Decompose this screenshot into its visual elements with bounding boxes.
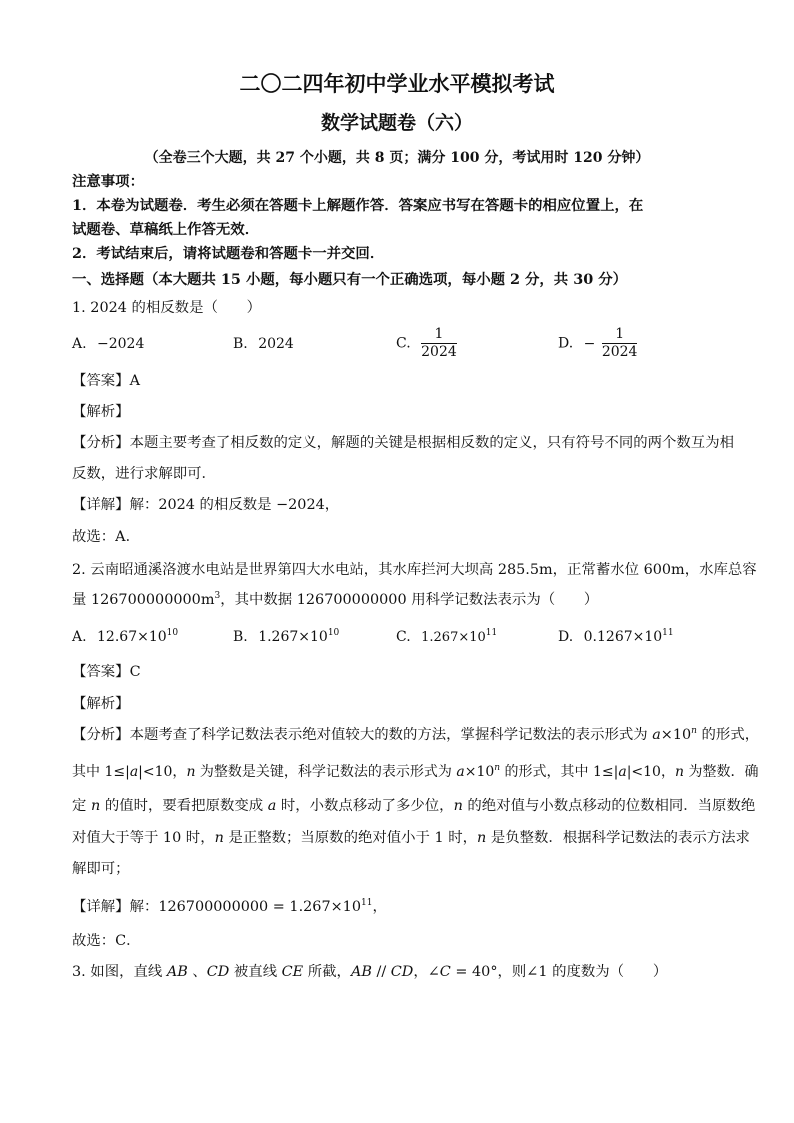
q1-option-b [233, 334, 294, 354]
exam-subtitle: 数学试题卷（六） [320, 112, 473, 134]
q1-option-d-numerator: 1 [602, 326, 638, 344]
q2-fenxi-line-3-part-3: 时，小数点移动了多少位， [276, 798, 454, 814]
q1-option-c [396, 326, 457, 361]
q1-option-c-numerator: 1 [421, 326, 457, 344]
q2-fenxi-line-2-part-5: 的形式，其中 1≤| [500, 764, 619, 780]
q2-fenxi-line-3-a: a [267, 798, 277, 814]
q2-fenxi-line-2-n-1: n [186, 764, 196, 780]
q3-stem-part-1: 3. 如图，直线 [72, 964, 167, 980]
q2-fenxi-line-1-pre: 【分析】本题考查了科学记数法表示绝对值较大的数的方法，掌握科学记数法的表示形式为 [72, 727, 653, 743]
q2-fenxi-line-4-n-2: n [477, 830, 487, 846]
q3-stem-cd-1: CD [206, 964, 230, 980]
q2-fenxi-line-2-a-1: a [129, 764, 139, 780]
q1-option-c-fraction [421, 326, 457, 361]
q2-fenxi-line-3-n-2: n [453, 798, 463, 814]
q1-option-d-fraction [602, 326, 638, 361]
q2-option-a [72, 627, 178, 647]
q3-stem [72, 962, 667, 982]
q2-fenxi-line-3-part-1: 定 [72, 798, 91, 814]
q1-option-d-sign: − [583, 335, 596, 352]
q2-fenxi-line-1-post: 的形式， [696, 727, 760, 743]
q2-option-a-base: 12.67×10 [97, 629, 167, 645]
q2-fenxi-line-5: 解即可； [72, 861, 130, 877]
q3-stem-ab-2: AB [350, 964, 372, 980]
q2-fenxi-line-2-part-2: |<10， [138, 764, 187, 780]
q2-option-a-label: A. [72, 629, 87, 645]
q2-fenxi-line-4-part-3: 是负整数．根据科学记数法的表示方法求 [486, 830, 750, 846]
q2-fenxi-line-2-n-3: n [674, 764, 684, 780]
notice-item-2: 2．考试结束后，请将试题卷和答题卡一并交回． [72, 245, 385, 262]
q2-fenxi-line-3 [72, 796, 755, 816]
q1-option-a-value: −2024 [97, 336, 145, 352]
q2-fenxi-line-2-part-4: ×10 [464, 764, 495, 780]
q2-detail-post: ， [372, 899, 387, 915]
q1-option-d [558, 326, 637, 361]
q1-option-c-label: C. [396, 335, 411, 352]
q2-option-a-exponent: 10 [166, 628, 179, 638]
q2-option-d-base: 0.1267×10 [583, 629, 663, 645]
q2-choose: 故选：C． [72, 933, 141, 949]
q1-stem: 1. 2024 的相反数是（ ） [72, 300, 262, 316]
exam-info: （全卷三个大题，共 27 个小题，共 8 页；满分 100 分，考试用时 120 分钟） [144, 150, 650, 166]
notice-item-1-line-2: 试题卷、草稿纸上作答无效． [72, 221, 260, 238]
q3-stem-part-5: // [371, 964, 391, 980]
q2-option-b-exponent: 10 [327, 628, 340, 638]
q3-stem-ab-1: AB [166, 964, 188, 980]
q2-fenxi-line-2-part-6: |<10， [626, 764, 675, 780]
q2-option-c [396, 627, 497, 648]
q3-stem-part-7: = 40°，则∠1 的度数为（ ） [450, 964, 668, 980]
q2-option-b-base: 1.267×10 [258, 629, 328, 645]
q3-stem-part-4: 所截， [303, 964, 351, 980]
q2-fenxi-line-2 [72, 762, 758, 782]
q1-option-c-denominator: 2024 [421, 344, 457, 360]
q1-option-a-label: A. [72, 336, 87, 352]
q1-option-d-denominator: 2024 [601, 344, 638, 360]
exam-title: 二〇二四年初中学业水平模拟考试 [239, 71, 555, 96]
q2-fenxi-line-3-n-1: n [90, 798, 101, 814]
q2-fenxi-line-3-part-4: 的绝对值与小数点移动的位数相同．当原数绝 [462, 798, 756, 814]
q2-stem-line-1: 2. 云南昭通溪洛渡水电站是世界第四大水电站，其水库拦河大坝高 285.5m，正常蓄水位 600m，水库总容 [72, 562, 757, 578]
q2-fenxi-line-2-a-3: a [618, 764, 627, 780]
q2-answer: 【答案】C [72, 664, 141, 680]
q2-fenxi-line-2-part-3: 为整数是关键，科学记数法的表示形式为 [195, 764, 457, 780]
q2-detail [72, 897, 387, 917]
q2-option-c-label: C. [396, 629, 411, 645]
q1-option-b-label: B. [233, 336, 248, 352]
q3-stem-cd-2: CD [390, 964, 414, 980]
notice-heading: 注意事项： [72, 173, 144, 190]
q2-fenxi-line-2-n-2: n [494, 763, 501, 773]
notice-item-1-line-1: 1．本卷为试题卷．考生必须在答题卡上解题作答．答案应书写在答题卡的相应位置上，在 [72, 197, 644, 214]
q3-stem-part-3: 被直线 [229, 964, 282, 980]
q1-fenxi-line-2: 反数，进行求解即可． [72, 466, 216, 482]
q2-stem-unit-exponent: 3 [214, 591, 221, 601]
q1-fenxi-line-1: 【分析】本题主要考查了相反数的定义，解题的关键是根据相反数的定义，只有符号不同的两个数互为相 [72, 435, 734, 451]
q2-fenxi-line-1 [72, 725, 759, 745]
q2-detail-pre: 【详解】解：126700000000 = 1.267×10 [72, 899, 361, 915]
q2-fenxi-line-3-part-2: 的值时，要看把原数变成 [100, 798, 268, 814]
q2-option-b-label: B. [233, 629, 248, 645]
q1-detail: 【详解】解：2024 的相反数是 −2024， [72, 497, 340, 513]
q2-option-c-base: 1.267×10 [421, 630, 486, 645]
q2-option-d-exponent: 11 [662, 628, 674, 638]
q2-stem-line-2-post: ，其中数据 126700000000 用科学记数法表示为（ ） [220, 592, 599, 608]
q2-option-d [558, 627, 674, 647]
q1-analysis-tag: 【解析】 [72, 404, 130, 420]
q2-option-c-exponent: 11 [485, 628, 498, 638]
q1-option-b-value: 2024 [258, 336, 294, 352]
q1-option-a [72, 334, 144, 354]
section-1-heading: 一、选择题（本大题共 15 小题，每小题只有一个正确选项，每小题 2 分，共 30 分） [72, 271, 628, 288]
q2-fenxi-line-2-a-2: a [456, 764, 465, 780]
q2-fenxi-line-4-n-1: n [214, 830, 224, 846]
q2-option-d-label: D. [558, 629, 574, 645]
q3-stem-ce: CE [281, 964, 304, 980]
q1-choose: 故选：A． [72, 529, 140, 545]
q2-fenxi-line-2-part-7: 为整数．确 [684, 764, 759, 780]
q3-stem-part-2: 、 [187, 964, 207, 980]
q2-fenxi-line-4 [72, 828, 750, 848]
q2-stem-line-2 [72, 590, 598, 610]
q2-stem-line-2-pre: 量 126700000000m [72, 592, 215, 608]
q1-option-d-label: D. [558, 335, 574, 352]
q2-fenxi-line-1-a: a [652, 727, 661, 743]
q1-answer: 【答案】A [72, 373, 140, 389]
q3-stem-part-6: ，∠ [413, 964, 440, 980]
q2-fenxi-line-4-part-2: 是正整数；当原数的绝对值小于 1 时， [223, 830, 478, 846]
q2-fenxi-line-1-mid: ×10 [660, 727, 692, 743]
q2-option-b [233, 627, 339, 647]
q2-detail-exponent: 11 [361, 898, 373, 908]
q2-fenxi-line-2-part-1: 其中 1≤| [72, 764, 130, 780]
q2-fenxi-line-4-part-1: 对值大于等于 10 时， [72, 830, 215, 846]
q2-fenxi-line-1-n: n [691, 726, 697, 736]
q3-stem-c: C [439, 964, 451, 980]
q2-analysis-tag: 【解析】 [72, 696, 130, 712]
